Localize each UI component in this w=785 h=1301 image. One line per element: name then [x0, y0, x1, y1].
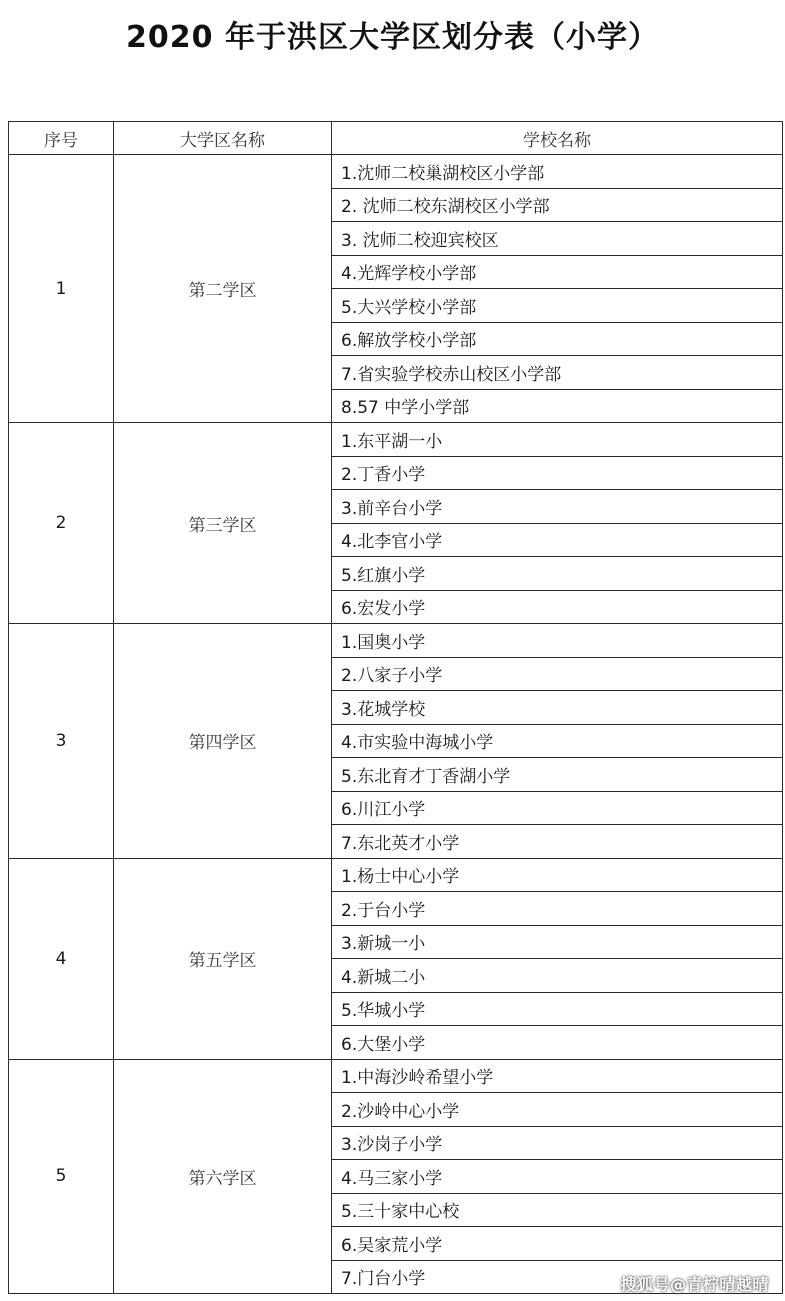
- seq-cell: 4: [9, 858, 114, 1059]
- school-cell: 2.八家子小学: [332, 657, 783, 691]
- school-cell: 6.解放学校小学部: [332, 322, 783, 356]
- seq-cell: 2: [9, 423, 114, 624]
- school-cell: 1.沈师二校巢湖校区小学部: [332, 155, 783, 189]
- school-cell: 6.川江小学: [332, 791, 783, 825]
- school-cell: 4.光辉学校小学部: [332, 255, 783, 289]
- district-cell: 第六学区: [114, 1059, 332, 1294]
- seq-cell: 3: [9, 624, 114, 859]
- school-cell: 5.华城小学: [332, 992, 783, 1026]
- school-cell: 5.三十家中心校: [332, 1193, 783, 1227]
- header-row: [9, 122, 783, 155]
- table-row: [9, 1059, 783, 1093]
- school-cell: 3. 沈师二校迎宾校区: [332, 222, 783, 256]
- table-row: [9, 155, 783, 189]
- school-cell: 7.东北英才小学: [332, 825, 783, 859]
- school-cell: 7.门台小学: [332, 1260, 783, 1294]
- district-table: [8, 121, 783, 1294]
- seq-cell: 5: [9, 1059, 114, 1294]
- district-cell: 第五学区: [114, 858, 332, 1059]
- school-cell: 8.57 中学小学部: [332, 389, 783, 423]
- school-cell: 2.于台小学: [332, 892, 783, 926]
- table-row: [9, 423, 783, 457]
- school-cell: 4.北李官小学: [332, 523, 783, 557]
- school-cell: 3.前辛台小学: [332, 490, 783, 524]
- school-cell: 3.新城一小: [332, 925, 783, 959]
- school-cell: 1.杨士中心小学: [332, 858, 783, 892]
- school-cell: 3.花城学校: [332, 691, 783, 725]
- page-title: 2020 年于洪区大学区划分表（小学）: [126, 20, 659, 55]
- header-seq: 序号: [9, 122, 114, 155]
- school-cell: 5.东北育才丁香湖小学: [332, 758, 783, 792]
- table-row: [9, 624, 783, 658]
- seq-cell: 1: [9, 155, 114, 423]
- school-cell: 5.红旗小学: [332, 557, 783, 591]
- school-cell: 2. 沈师二校东湖校区小学部: [332, 188, 783, 222]
- school-cell: 4.新城二小: [332, 959, 783, 993]
- district-cell: 第四学区: [114, 624, 332, 859]
- school-cell: 6.宏发小学: [332, 590, 783, 624]
- school-cell: 3.沙岗子小学: [332, 1126, 783, 1160]
- header-district: 大学区名称: [114, 122, 332, 155]
- district-cell: 第二学区: [114, 155, 332, 423]
- school-cell: 1.国奥小学: [332, 624, 783, 658]
- school-cell: 2.丁香小学: [332, 456, 783, 490]
- school-cell: 1.中海沙岭希望小学: [332, 1059, 783, 1093]
- table-body: [9, 155, 783, 1294]
- school-cell: 6.吴家荒小学: [332, 1227, 783, 1261]
- table-row: [9, 858, 783, 892]
- school-cell: 4.市实验中海城小学: [332, 724, 783, 758]
- school-cell: 6.大堡小学: [332, 1026, 783, 1060]
- watermark: 搜狐号@青柠晴越晴: [620, 1275, 769, 1294]
- school-cell: 4.马三家小学: [332, 1160, 783, 1194]
- district-cell: 第三学区: [114, 423, 332, 624]
- school-cell: 7.省实验学校赤山校区小学部: [332, 356, 783, 390]
- school-cell: 2.沙岭中心小学: [332, 1093, 783, 1127]
- school-cell: 1.东平湖一小: [332, 423, 783, 457]
- school-cell: 5.大兴学校小学部: [332, 289, 783, 323]
- header-school: 学校名称: [332, 122, 783, 155]
- table-header: [9, 122, 783, 155]
